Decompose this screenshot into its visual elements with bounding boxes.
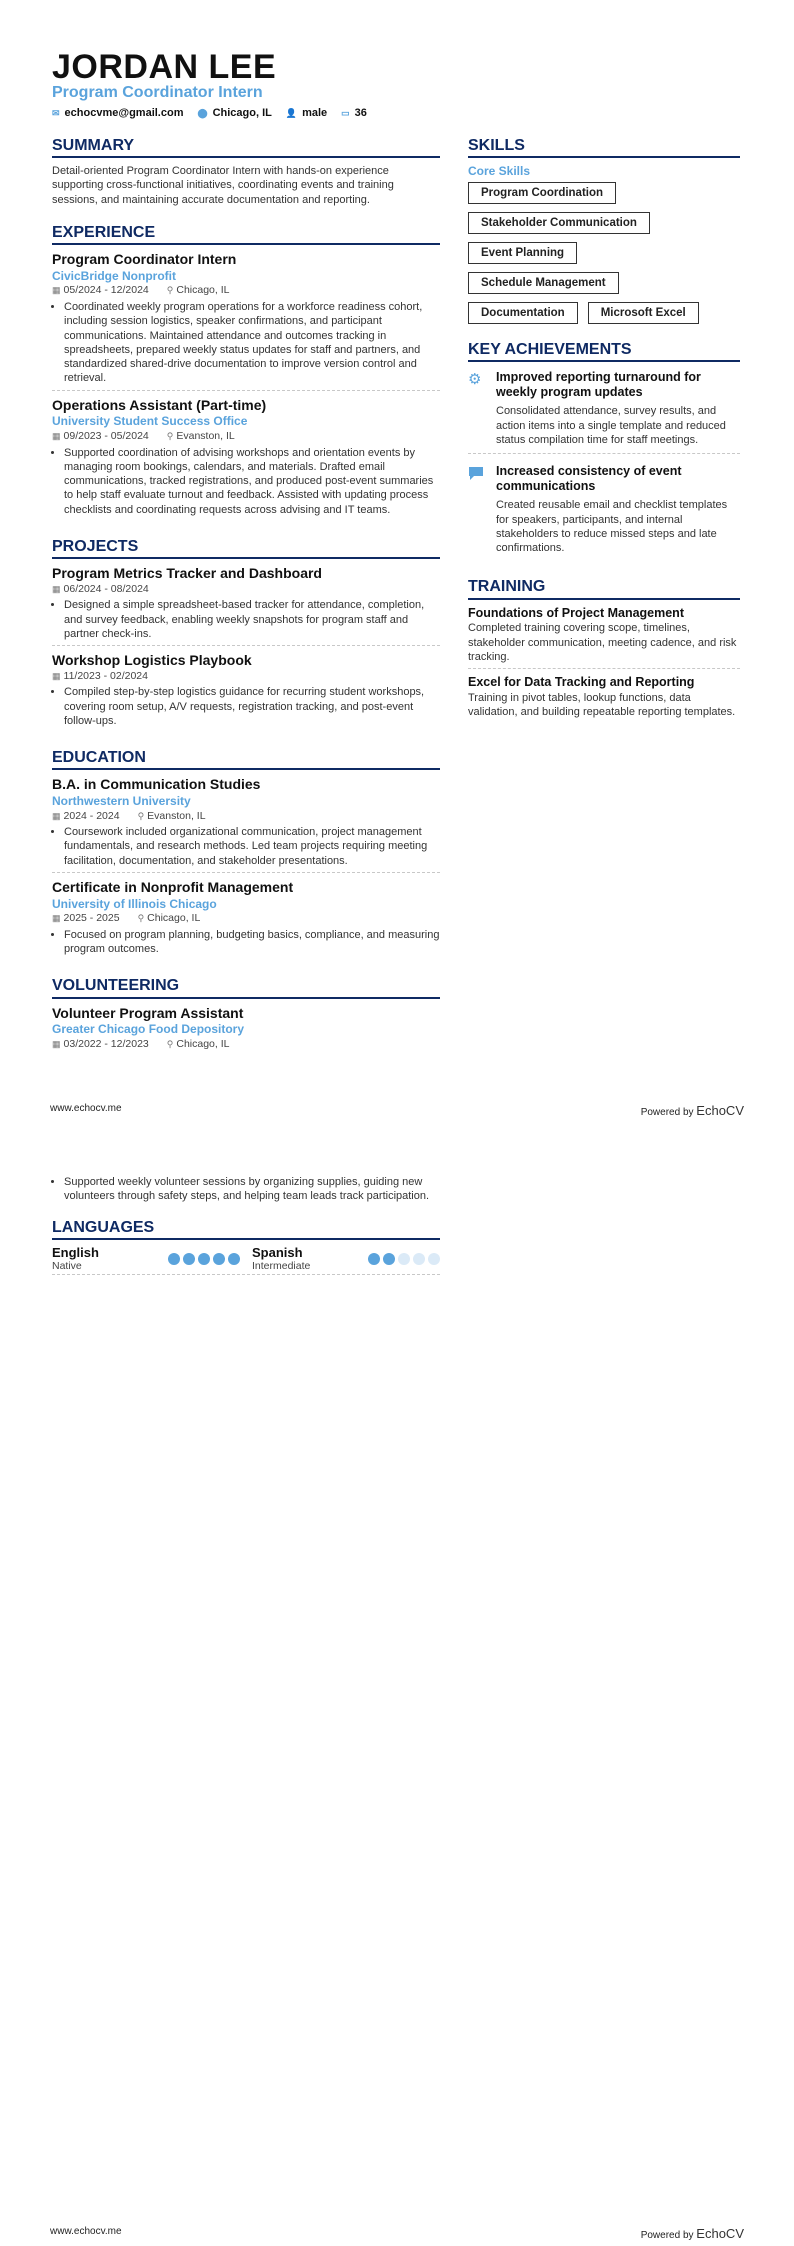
resume-page-2 <box>0 1123 794 2246</box>
skill-chip: Schedule Management <box>468 272 619 294</box>
project-title: Workshop Logistics Playbook <box>52 652 252 669</box>
language-name: Spanish <box>252 1244 303 1260</box>
calendar-icon: ▭ <box>341 107 350 118</box>
calendar-icon: ▦ <box>52 430 61 441</box>
achievement-text: Created reusable email and checklist templates for speakers, participants, and internal stakeholders to reduce missed steps and late confirmations. <box>496 499 728 555</box>
footer-url[interactable]: www.echocv.me <box>50 1103 122 1114</box>
rating-dot-filled <box>168 1253 180 1265</box>
calendar-icon: ▦ <box>52 1038 61 1049</box>
training-title: Excel for Data Tracking and Reporting <box>468 675 695 690</box>
location-pin-icon: ⬤ <box>197 107 208 118</box>
contact-location: ⬤ Chicago, IL <box>197 107 272 119</box>
calendar-icon: ▦ <box>52 810 61 821</box>
entry-meta: ▦ 2024 - 2024 ⚲ Evanston, IL <box>52 809 206 822</box>
section-title: SUMMARY <box>52 136 440 158</box>
location-pin-icon: ⚲ <box>166 285 174 296</box>
gear-icon: ⚙ <box>468 371 482 389</box>
skill-chip: Stakeholder Communication <box>468 212 650 234</box>
volunteering-section <box>52 976 440 1051</box>
school: University of Illinois Chicago <box>52 896 217 911</box>
experience-section <box>52 223 440 521</box>
training-text: Training in pivot tables, lookup functions, data validation, and building repeatable reporting templates. <box>468 691 736 719</box>
person-icon: 👤 <box>285 107 298 118</box>
employer: University Student Success Office <box>52 414 248 429</box>
school: Northwestern University <box>52 793 191 808</box>
left-column <box>52 136 440 1067</box>
job-title: Operations Assistant (Part-time) <box>52 396 267 413</box>
bullet: • Coursework included organizational communication, project management fundamentals, and research methods. Led team projects requiring meeting facilitation, documentation, and stakeholder presentations. <box>64 825 440 868</box>
bullet: • Designed a simple spreadsheet-based tracker for attendance, completion, and survey feedback, enabling weekly snapshots for program staff and partner check-ins. <box>64 598 440 641</box>
right-column <box>468 136 740 739</box>
bullet: • Supported weekly volunteer sessions by organizing supplies, guiding new volunteers through safety steps, and helping team leads track participation. <box>64 1175 440 1204</box>
achievement-text: Consolidated attendance, survey results, and action items into a single template and reduced status compilation time for staff meetings. <box>496 405 726 446</box>
bullet: • Focused on program planning, budgeting basics, compliance, and measuring program outcomes. <box>64 928 440 957</box>
language-item <box>52 1246 240 1272</box>
rating-dot-empty <box>398 1253 410 1265</box>
rating-dot-filled <box>383 1253 395 1265</box>
rating-dot-filled <box>183 1253 195 1265</box>
education-section <box>52 748 440 960</box>
page-footer <box>50 1103 744 1118</box>
training-item <box>468 675 740 723</box>
location-pin-icon: ⚲ <box>137 913 145 924</box>
project-entry <box>52 565 440 646</box>
rating-dot-empty <box>428 1253 440 1265</box>
achievement-title: Improved reporting turnaround for weekly program updates <box>496 370 701 400</box>
calendar-icon: ▦ <box>52 670 61 681</box>
location-pin-icon: ⚲ <box>166 430 174 441</box>
bullet: • Supported coordination of advising workshops and orientation events by managing room bookings, calendars, and materials. Drafted email communications, tracked registrations, and produced post-event summaries to help staff evaluate turnout and feedback. Assisted with updating process checklists and coordinating requests across advising and IT teams. <box>64 446 440 517</box>
training-item <box>468 606 740 670</box>
entry-meta: ▦ 06/2024 - 08/2024 <box>52 582 149 595</box>
language-rating <box>368 1253 440 1265</box>
achievement-item <box>468 462 740 561</box>
calendar-icon: ▦ <box>52 913 61 924</box>
degree-title: B.A. in Communication Studies <box>52 776 261 793</box>
rating-dot-filled <box>228 1253 240 1265</box>
entry-meta: ▦ 05/2024 - 12/2024 ⚲ Chicago, IL <box>52 284 230 297</box>
page-footer <box>50 2226 744 2241</box>
section-title: TRAINING <box>468 577 740 599</box>
section-title: SKILLS <box>468 136 740 158</box>
rating-dot-filled <box>213 1253 225 1265</box>
volunteer-title: Volunteer Program Assistant <box>52 1004 244 1021</box>
degree-title: Certificate in Nonprofit Management <box>52 879 294 896</box>
languages-section <box>52 1218 440 1275</box>
section-title: LANGUAGES <box>52 1218 440 1240</box>
rating-dot-filled <box>368 1253 380 1265</box>
experience-entry <box>52 397 440 521</box>
section-title: EDUCATION <box>52 748 440 770</box>
left-column-continued <box>52 1173 440 1291</box>
skill-chip: Event Planning <box>468 242 577 264</box>
location-pin-icon: ⚲ <box>166 1038 174 1049</box>
skills-section <box>468 136 740 324</box>
contact-info <box>52 107 367 119</box>
skill-chip: Program Coordination <box>468 182 616 204</box>
project-entry <box>52 652 440 732</box>
experience-entry <box>52 251 440 391</box>
language-item <box>252 1246 440 1272</box>
candidate-role: Program Coordinator Intern <box>52 84 263 101</box>
bullet: • Compiled step-by-step logistics guidance for recurring student workshops, covering room setup, A/V requests, registration tracking, and post-event follow-ups. <box>64 685 440 728</box>
footer-url[interactable]: www.echocv.me <box>50 2226 122 2237</box>
entry-meta: ▦ 03/2022 - 12/2023 ⚲ Chicago, IL <box>52 1037 230 1050</box>
education-entry <box>52 879 440 960</box>
email-icon: ✉ <box>52 107 60 118</box>
section-title: VOLUNTEERING <box>52 976 440 998</box>
volunteer-org: Greater Chicago Food Depository <box>52 1022 245 1037</box>
language-level: Native <box>52 1260 82 1273</box>
skill-chip: Documentation <box>468 302 578 324</box>
training-section <box>468 577 740 723</box>
language-rating <box>168 1253 240 1265</box>
language-level: Intermediate <box>252 1260 311 1273</box>
training-title: Foundations of Project Management <box>468 605 684 620</box>
skill-chips <box>468 182 740 324</box>
training-text: Completed training covering scope, timelines, stakeholder communication, meeting cadence, and risk tracking. <box>468 622 737 663</box>
candidate-name: JORDAN LEE <box>52 48 277 86</box>
skills-subtitle: Core Skills <box>468 164 531 179</box>
language-list <box>52 1246 440 1275</box>
contact-email[interactable]: ✉ echocvme@gmail.com <box>52 107 184 119</box>
section-title: EXPERIENCE <box>52 223 440 245</box>
entry-meta: ▦ 09/2023 - 05/2024 ⚲ Evanston, IL <box>52 429 235 442</box>
summary-text: Detail-oriented Program Coordinator Intern with hands-on experience supporting cross-functional initiatives, coordinating events and training sessions, and maintaining accurate documentation and reporting. <box>52 165 394 206</box>
employer: CivicBridge Nonprofit <box>52 268 177 283</box>
projects-section <box>52 537 440 732</box>
bullet: • Coordinated weekly program operations for a workforce readiness cohort, including session logistics, speaker confirmations, and participant communications. Maintained attendance and outcomes tracking in spreadsheets, prepared weekly status updates for staff and partners, and standardized shared-drive documentation to improve version control and retrieval. <box>64 300 440 386</box>
powered-by: Powered by EchoCV <box>640 2226 744 2241</box>
entry-meta: ▦ 11/2023 - 02/2024 <box>52 669 148 682</box>
project-title: Program Metrics Tracker and Dashboard <box>52 565 322 582</box>
section-title: PROJECTS <box>52 537 440 559</box>
achievements-section <box>468 340 740 561</box>
speech-bubble-icon <box>468 464 486 555</box>
skill-chip: Microsoft Excel <box>588 302 699 324</box>
rating-dot-filled <box>198 1253 210 1265</box>
calendar-icon: ▦ <box>52 285 61 296</box>
section-title: KEY ACHIEVEMENTS <box>468 340 740 362</box>
summary-section <box>52 136 440 207</box>
calendar-icon: ▦ <box>52 583 61 594</box>
achievement-title: Increased consistency of event communications <box>496 464 682 494</box>
contact-gender: 👤 male <box>285 107 328 119</box>
contact-age: ▭ 36 <box>341 107 367 119</box>
achievement-item <box>468 368 740 454</box>
job-title: Program Coordinator Intern <box>52 251 237 268</box>
rating-dot-empty <box>413 1253 425 1265</box>
language-name: English <box>52 1244 99 1260</box>
entry-meta: ▦ 2025 - 2025 ⚲ Chicago, IL <box>52 912 201 925</box>
powered-by: Powered by EchoCV <box>640 1103 744 1118</box>
education-entry <box>52 776 440 873</box>
location-pin-icon: ⚲ <box>137 810 145 821</box>
